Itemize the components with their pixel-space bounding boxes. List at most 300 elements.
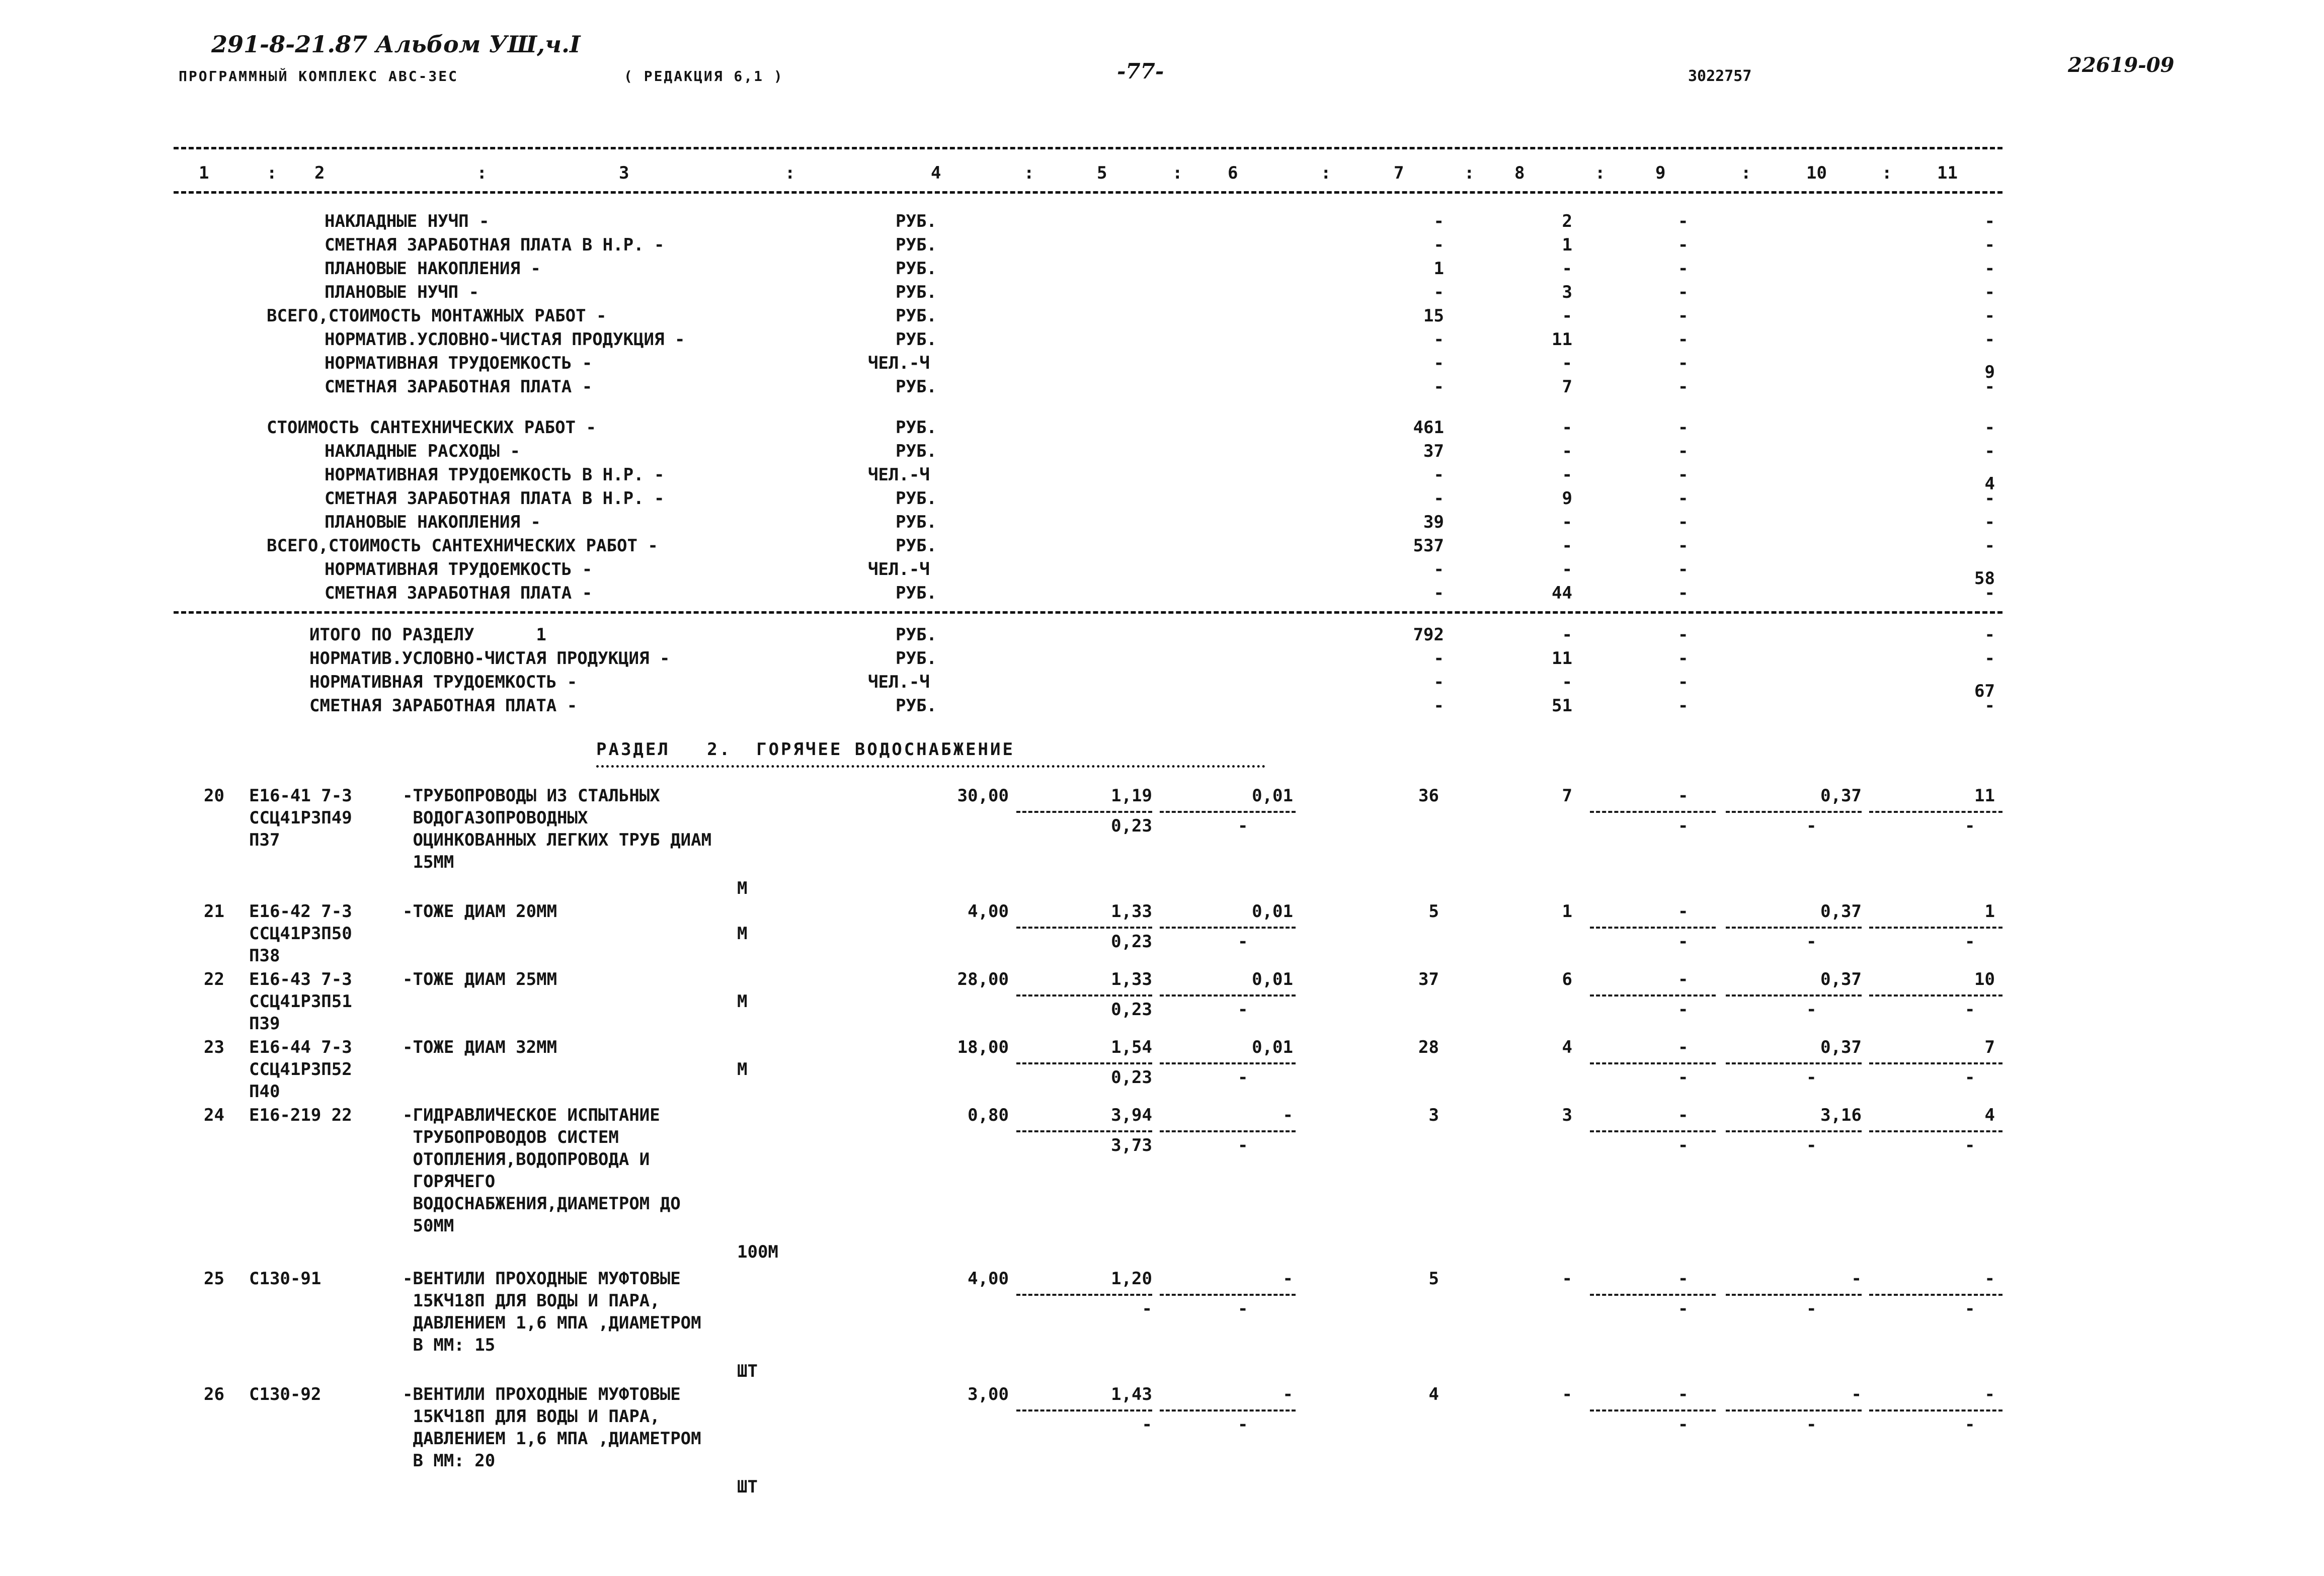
summary-col9: - — [1678, 512, 1689, 532]
summary-col9: - — [1678, 648, 1689, 669]
item-description: -ТОЖЕ ДИАМ 32ММ — [403, 1037, 557, 1057]
summary-col9: - — [1678, 441, 1689, 461]
summary-unit: ЧЕЛ.-Ч — [868, 672, 930, 692]
item-labor-total: 7 — [1984, 1037, 1995, 1057]
summary-label: ВСЕГО,СТОИМОСТЬ САНТЕХНИЧЕСКИХ РАБОТ - — [267, 536, 658, 556]
item-description: ДАВЛЕНИЕМ 1,6 МПА ,ДИАМЕТРОМ — [403, 1429, 701, 1449]
summary-col7: 792 — [1413, 625, 1444, 645]
item-code: П37 — [249, 830, 280, 850]
item-cost-total: 3 — [1428, 1105, 1439, 1125]
summary-col9: - — [1678, 696, 1689, 716]
summary-label: ПЛАНОВЫЕ НАКОПЛЕНИЯ - — [325, 259, 541, 279]
album-title: 291-8-21.87 Альбом УШ,ч.I — [211, 31, 581, 58]
item-labor-unit: - — [1851, 1269, 1862, 1289]
item-description: ТРУБОПРОВОДОВ СИСТЕМ — [403, 1127, 619, 1147]
item-price-total: 1,19 — [1111, 786, 1152, 806]
summary-unit: ЧЕЛ.-Ч — [868, 559, 930, 579]
item-cost-machines-wage: - — [1678, 1135, 1689, 1155]
column-separator: : — [1882, 163, 1892, 183]
item-cost-machines: - — [1678, 786, 1689, 806]
item-cost-machines-wage: - — [1678, 932, 1689, 952]
summary-col7: - — [1433, 583, 1444, 603]
item-price-wage: - — [1142, 1299, 1152, 1319]
cell-divider — [1726, 811, 1862, 813]
doc-code: 3022757 — [1688, 67, 1752, 85]
item-quantity: 18,00 — [957, 1037, 1009, 1057]
summary-col11: 67 — [1974, 681, 1995, 701]
summary-col7: - — [1433, 235, 1444, 255]
summary-col8: 11 — [1552, 648, 1572, 669]
item-cost-machines: - — [1678, 1269, 1689, 1289]
cell-divider — [1726, 927, 1862, 929]
item-price-machines-wage: - — [1238, 816, 1248, 836]
summary-col9: - — [1678, 536, 1689, 556]
program-name: ПРОГРАММНЫЙ КОМПЛЕКС АВС-ЗЕС — [179, 68, 459, 85]
summary-col9: - — [1678, 418, 1689, 438]
summary-unit: РУБ. — [896, 418, 937, 438]
item-cost-machines-wage: - — [1678, 816, 1689, 836]
item-code: Е16-43 7-3 — [249, 969, 352, 989]
summary-label: НОРМАТИВНАЯ ТРУДОЕМКОСТЬ - — [325, 353, 593, 373]
cell-divider — [1016, 1130, 1152, 1132]
summary-col11: - — [1984, 211, 1995, 231]
summary-label: НОРМАТИВ.УСЛОВНО-ЧИСТАЯ ПРОДУКЦИЯ - — [325, 329, 685, 350]
item-quantity: 28,00 — [957, 969, 1009, 989]
summary-col7: 537 — [1413, 536, 1444, 556]
item-price-total: 1,33 — [1111, 969, 1152, 989]
summary-col9: - — [1678, 282, 1689, 302]
summary-unit: РУБ. — [896, 536, 937, 556]
item-cost-wage: - — [1562, 1384, 1572, 1404]
item-cost-machines-wage: - — [1678, 1000, 1689, 1020]
cell-divider — [1590, 1062, 1716, 1064]
item-labor-total: 10 — [1974, 969, 1995, 989]
summary-col11: - — [1984, 536, 1995, 556]
item-labor-total-wage: - — [1965, 1135, 1975, 1155]
summary-label: ПЛАНОВЫЕ НАКОПЛЕНИЯ - — [325, 512, 541, 532]
item-labor-total-wage: - — [1965, 1299, 1975, 1319]
summary-col9: - — [1678, 672, 1689, 692]
summary-col9: - — [1678, 211, 1689, 231]
summary-col11: - — [1984, 648, 1995, 669]
cell-divider — [1590, 1130, 1716, 1132]
item-labor-unit-wage: - — [1806, 932, 1817, 952]
summary-col7: - — [1433, 282, 1444, 302]
summary-col8: - — [1562, 625, 1572, 645]
item-labor-total-wage: - — [1965, 1000, 1975, 1020]
item-cost-total: 36 — [1418, 786, 1439, 806]
summary-label: НОРМАТИВ.УСЛОВНО-ЧИСТАЯ ПРОДУКЦИЯ - — [309, 648, 670, 669]
summary-col11: - — [1984, 625, 1995, 645]
summary-col9: - — [1678, 235, 1689, 255]
summary-unit: РУБ. — [896, 211, 937, 231]
item-description: ВОДОГАЗОПРОВОДНЫХ — [403, 808, 588, 828]
item-price-machines-wage: - — [1238, 1000, 1248, 1020]
column-separator: : — [476, 163, 487, 183]
summary-unit: РУБ. — [896, 235, 937, 255]
summary-label: СМЕТНАЯ ЗАРАБОТНАЯ ПЛАТА В Н.Р. - — [325, 488, 665, 509]
item-number: 22 — [204, 969, 224, 989]
item-description: -ТРУБОПРОВОДЫ ИЗ СТАЛЬНЫХ — [403, 786, 660, 806]
cell-divider — [1590, 927, 1716, 929]
summary-col8: - — [1562, 306, 1572, 326]
item-price-machines: - — [1283, 1269, 1293, 1289]
item-labor-unit: 0,37 — [1820, 1037, 1862, 1057]
summary-col8: 3 — [1562, 282, 1572, 302]
item-quantity: 4,00 — [968, 901, 1009, 922]
item-price-wage: 3,73 — [1111, 1135, 1152, 1155]
item-number: 24 — [204, 1105, 224, 1125]
summary-col8: - — [1562, 512, 1572, 532]
summary-unit: ЧЕЛ.-Ч — [868, 353, 930, 373]
item-code: П38 — [249, 946, 280, 966]
column-number-4: 4 — [931, 163, 941, 183]
item-description: В ММ: 20 — [403, 1451, 496, 1471]
item-description: 15ММ — [403, 852, 454, 872]
summary-col9: - — [1678, 559, 1689, 579]
item-description: -ВЕНТИЛИ ПРОХОДНЫЕ МУФТОВЫЕ — [403, 1269, 681, 1289]
item-labor-unit: 0,37 — [1820, 901, 1862, 922]
section-title-underline — [596, 765, 1265, 768]
summary-col11: - — [1984, 377, 1995, 397]
summary-unit: РУБ. — [896, 512, 937, 532]
registration-stamp: 22619-09 — [2068, 53, 2175, 77]
summary-label: НОРМАТИВНАЯ ТРУДОЕМКОСТЬ - — [325, 559, 593, 579]
summary-col8: 51 — [1552, 696, 1572, 716]
item-description: -ТОЖЕ ДИАМ 20ММ — [403, 901, 557, 922]
item-labor-unit: 0,37 — [1820, 969, 1862, 989]
item-description: ГОРЯЧЕГО — [403, 1172, 496, 1192]
item-labor-total-wage: - — [1965, 932, 1975, 952]
item-labor-unit-wage: - — [1806, 816, 1817, 836]
edition: ( РЕДАКЦИЯ 6,1 ) — [624, 68, 784, 85]
summary-col7: - — [1433, 211, 1444, 231]
summary-col8: - — [1562, 259, 1572, 279]
item-cost-wage: 3 — [1562, 1105, 1572, 1125]
item-price-wage: 0,23 — [1111, 932, 1152, 952]
item-code: Е16-44 7-3 — [249, 1037, 352, 1057]
cell-divider — [1726, 1294, 1862, 1296]
section-total-rule — [174, 611, 2002, 614]
summary-col11: - — [1984, 306, 1995, 326]
column-number-8: 8 — [1514, 163, 1525, 183]
column-number-5: 5 — [1097, 163, 1107, 183]
item-unit: ШТ — [737, 1477, 758, 1497]
summary-col9: - — [1678, 583, 1689, 603]
item-price-machines-wage: - — [1238, 1067, 1248, 1088]
item-description: ВОДОСНАБЖЕНИЯ,ДИАМЕТРОМ ДО — [403, 1194, 681, 1214]
item-price-total: 1,54 — [1111, 1037, 1152, 1057]
cell-divider — [1869, 1062, 2002, 1064]
summary-col9: - — [1678, 306, 1689, 326]
column-number-6: 6 — [1228, 163, 1238, 183]
item-price-wage: 0,23 — [1111, 816, 1152, 836]
item-cost-total: 37 — [1418, 969, 1439, 989]
item-description: 15КЧ18П ДЛЯ ВОДЫ И ПАРА, — [403, 1291, 660, 1311]
header-top-rule — [174, 147, 2002, 149]
item-number: 21 — [204, 901, 224, 922]
summary-col7: - — [1433, 648, 1444, 669]
cell-divider — [1590, 1409, 1716, 1412]
item-number: 20 — [204, 786, 224, 806]
item-cost-total: 5 — [1428, 1269, 1439, 1289]
summary-col11: - — [1984, 235, 1995, 255]
summary-label: СМЕТНАЯ ЗАРАБОТНАЯ ПЛАТА - — [309, 696, 578, 716]
summary-unit: РУБ. — [896, 696, 937, 716]
item-code: П39 — [249, 1014, 280, 1034]
summary-col7: 37 — [1423, 441, 1444, 461]
column-separator: : — [785, 163, 795, 183]
cell-divider — [1016, 1062, 1152, 1064]
item-code: С130-92 — [249, 1384, 322, 1404]
item-labor-total: 4 — [1984, 1105, 1995, 1125]
summary-label: НОРМАТИВНАЯ ТРУДОЕМКОСТЬ В Н.Р. - — [325, 465, 665, 485]
item-price-total: 1,20 — [1111, 1269, 1152, 1289]
summary-col11: - — [1984, 441, 1995, 461]
summary-col8: 2 — [1562, 211, 1572, 231]
summary-col11: - — [1984, 259, 1995, 279]
summary-col8: - — [1562, 536, 1572, 556]
summary-col8: - — [1562, 441, 1572, 461]
item-cost-total: 5 — [1428, 901, 1439, 922]
summary-col9: - — [1678, 625, 1689, 645]
summary-label: НОРМАТИВНАЯ ТРУДОЕМКОСТЬ - — [309, 672, 578, 692]
column-number-2: 2 — [314, 163, 325, 183]
item-description: ОТОПЛЕНИЯ,ВОДОПРОВОДА И — [403, 1149, 650, 1170]
item-unit: М — [737, 1059, 748, 1080]
item-labor-total-wage: - — [1965, 816, 1975, 836]
column-separator: : — [1595, 163, 1606, 183]
summary-unit: РУБ. — [896, 488, 937, 509]
page-number: -77- — [1117, 59, 1164, 84]
cell-divider — [1590, 994, 1716, 997]
summary-col9: - — [1678, 329, 1689, 350]
item-price-wage: - — [1142, 1415, 1152, 1435]
cell-divider — [1016, 994, 1152, 997]
item-cost-total: 28 — [1418, 1037, 1439, 1057]
summary-col11: 9 — [1984, 362, 1995, 382]
summary-col7: - — [1433, 329, 1444, 350]
item-cost-machines: - — [1678, 969, 1689, 989]
item-description: ОЦИНКОВАННЫХ ЛЕГКИХ ТРУБ ДИАМ — [403, 830, 712, 850]
item-labor-unit-wage: - — [1806, 1000, 1817, 1020]
cell-divider — [1160, 994, 1296, 997]
item-price-machines: - — [1283, 1384, 1293, 1404]
item-cost-machines: - — [1678, 1384, 1689, 1404]
column-separator: : — [1024, 163, 1034, 183]
summary-label: НАКЛАДНЫЕ НУЧП - — [325, 211, 490, 231]
cell-divider — [1160, 1294, 1296, 1296]
item-code: ССЦ41Р3П50 — [249, 924, 352, 944]
summary-label: СМЕТНАЯ ЗАРАБОТНАЯ ПЛАТА - — [325, 377, 593, 397]
item-number: 26 — [204, 1384, 224, 1404]
item-description: В ММ: 15 — [403, 1335, 496, 1355]
summary-col7: - — [1433, 488, 1444, 509]
item-labor-unit: 3,16 — [1820, 1105, 1862, 1125]
summary-label: СТОИМОСТЬ САНТЕХНИЧЕСКИХ РАБОТ - — [267, 418, 597, 438]
item-description: -ВЕНТИЛИ ПРОХОДНЫЕ МУФТОВЫЕ — [403, 1384, 681, 1404]
summary-unit: РУБ. — [896, 282, 937, 302]
summary-col8: - — [1562, 672, 1572, 692]
summary-unit: РУБ. — [896, 306, 937, 326]
item-code: ССЦ41Р3П49 — [249, 808, 352, 828]
summary-unit: РУБ. — [896, 583, 937, 603]
item-unit: М — [737, 924, 748, 944]
cell-divider — [1726, 994, 1862, 997]
item-labor-unit-wage: - — [1806, 1135, 1817, 1155]
cell-divider — [1160, 1062, 1296, 1064]
summary-col7: - — [1433, 377, 1444, 397]
summary-col9: - — [1678, 465, 1689, 485]
cell-divider — [1590, 1294, 1716, 1296]
item-quantity: 30,00 — [957, 786, 1009, 806]
summary-col7: 39 — [1423, 512, 1444, 532]
cell-divider — [1016, 811, 1152, 813]
item-description: -ТОЖЕ ДИАМ 25ММ — [403, 969, 557, 989]
summary-label: СМЕТНАЯ ЗАРАБОТНАЯ ПЛАТА - — [325, 583, 593, 603]
item-unit: М — [737, 878, 748, 898]
item-labor-total-wage: - — [1965, 1415, 1975, 1435]
summary-col11: 4 — [1984, 474, 1995, 494]
summary-col11: - — [1984, 418, 1995, 438]
summary-col8: - — [1562, 559, 1572, 579]
cell-divider — [1016, 1409, 1152, 1412]
cell-divider — [1869, 927, 2002, 929]
item-labor-total-wage: - — [1965, 1067, 1975, 1088]
item-cost-machines-wage: - — [1678, 1299, 1689, 1319]
cell-divider — [1726, 1062, 1862, 1064]
cell-divider — [1726, 1130, 1862, 1132]
summary-col11: - — [1984, 488, 1995, 509]
summary-label: СМЕТНАЯ ЗАРАБОТНАЯ ПЛАТА В Н.Р. - — [325, 235, 665, 255]
column-number-7: 7 — [1394, 163, 1404, 183]
item-cost-wage: 6 — [1562, 969, 1572, 989]
summary-label: ПЛАНОВЫЕ НУЧП - — [325, 282, 479, 302]
item-cost-wage: - — [1562, 1269, 1572, 1289]
item-labor-unit-wage: - — [1806, 1415, 1817, 1435]
summary-col8: 11 — [1552, 329, 1572, 350]
summary-col11: - — [1984, 696, 1995, 716]
summary-col8: - — [1562, 465, 1572, 485]
column-separator: : — [1172, 163, 1183, 183]
item-cost-machines: - — [1678, 901, 1689, 922]
summary-col9: - — [1678, 353, 1689, 373]
summary-col11: - — [1984, 329, 1995, 350]
summary-col8: - — [1562, 353, 1572, 373]
item-cost-machines-wage: - — [1678, 1415, 1689, 1435]
item-price-total: 1,43 — [1111, 1384, 1152, 1404]
cell-divider — [1869, 1409, 2002, 1412]
column-separator: : — [1741, 163, 1751, 183]
item-cost-wage: 1 — [1562, 901, 1572, 922]
summary-label: НАКЛАДНЫЕ РАСХОДЫ - — [325, 441, 520, 461]
column-number-9: 9 — [1655, 163, 1666, 183]
summary-col7: - — [1433, 672, 1444, 692]
summary-col7: - — [1433, 465, 1444, 485]
item-price-machines: 0,01 — [1252, 1037, 1293, 1057]
item-description: 15КЧ18П ДЛЯ ВОДЫ И ПАРА, — [403, 1406, 660, 1427]
column-number-11: 11 — [1937, 163, 1958, 183]
item-description: 50ММ — [403, 1216, 454, 1236]
item-cost-machines: - — [1678, 1105, 1689, 1125]
cell-divider — [1160, 927, 1296, 929]
item-code: Е16-219 22 — [249, 1105, 352, 1125]
item-labor-unit: - — [1851, 1384, 1862, 1404]
item-labor-total: - — [1984, 1269, 1995, 1289]
summary-unit: РУБ. — [896, 329, 937, 350]
cell-divider — [1160, 1409, 1296, 1412]
summary-col8: 44 — [1552, 583, 1572, 603]
summary-col9: - — [1678, 259, 1689, 279]
item-price-total: 3,94 — [1111, 1105, 1152, 1125]
item-description: -ГИДРАВЛИЧЕСКОЕ ИСПЫТАНИЕ — [403, 1105, 660, 1125]
cell-divider — [1869, 1294, 2002, 1296]
item-labor-total: 11 — [1974, 786, 1995, 806]
item-number: 25 — [204, 1269, 224, 1289]
cell-divider — [1160, 1130, 1296, 1132]
item-cost-machines-wage: - — [1678, 1067, 1689, 1088]
column-separator: : — [1464, 163, 1475, 183]
item-code: П40 — [249, 1082, 280, 1102]
item-price-wage: 0,23 — [1111, 1067, 1152, 1088]
item-quantity: 4,00 — [968, 1269, 1009, 1289]
item-price-machines: 0,01 — [1252, 969, 1293, 989]
summary-col7: 15 — [1423, 306, 1444, 326]
column-number-3: 3 — [619, 163, 629, 183]
item-quantity: 3,00 — [968, 1384, 1009, 1404]
item-price-machines-wage: - — [1238, 1299, 1248, 1319]
item-price-machines-wage: - — [1238, 1415, 1248, 1435]
item-price-machines-wage: - — [1238, 932, 1248, 952]
item-price-machines-wage: - — [1238, 1135, 1248, 1155]
item-number: 23 — [204, 1037, 224, 1057]
cell-divider — [1160, 811, 1296, 813]
item-code: С130-91 — [249, 1269, 322, 1289]
summary-col11: - — [1984, 583, 1995, 603]
item-cost-wage: 7 — [1562, 786, 1572, 806]
cell-divider — [1869, 811, 2002, 813]
summary-col7: - — [1433, 353, 1444, 373]
item-code: ССЦ41Р3П51 — [249, 991, 352, 1012]
item-labor-unit-wage: - — [1806, 1299, 1817, 1319]
item-price-wage: 0,23 — [1111, 1000, 1152, 1020]
item-price-machines: - — [1283, 1105, 1293, 1125]
column-number-1: 1 — [199, 163, 209, 183]
summary-unit: РУБ. — [896, 441, 937, 461]
cell-divider — [1016, 1294, 1152, 1296]
item-quantity: 0,80 — [968, 1105, 1009, 1125]
item-labor-total: - — [1984, 1384, 1995, 1404]
summary-col8: 1 — [1562, 235, 1572, 255]
summary-unit: РУБ. — [896, 648, 937, 669]
item-cost-wage: 4 — [1562, 1037, 1572, 1057]
item-code: Е16-41 7-3 — [249, 786, 352, 806]
item-unit: 100М — [737, 1242, 778, 1262]
summary-col9: - — [1678, 488, 1689, 509]
column-number-10: 10 — [1806, 163, 1827, 183]
summary-unit: РУБ. — [896, 259, 937, 279]
summary-col8: 7 — [1562, 377, 1572, 397]
item-price-total: 1,33 — [1111, 901, 1152, 922]
summary-label: ВСЕГО,СТОИМОСТЬ МОНТАЖНЫХ РАБОТ - — [267, 306, 607, 326]
item-labor-unit-wage: - — [1806, 1067, 1817, 1088]
item-price-machines: 0,01 — [1252, 786, 1293, 806]
header-bottom-rule — [174, 191, 2002, 194]
cell-divider — [1869, 1130, 2002, 1132]
summary-unit: ЧЕЛ.-Ч — [868, 465, 930, 485]
summary-col9: - — [1678, 377, 1689, 397]
item-unit: ШТ — [737, 1361, 758, 1381]
